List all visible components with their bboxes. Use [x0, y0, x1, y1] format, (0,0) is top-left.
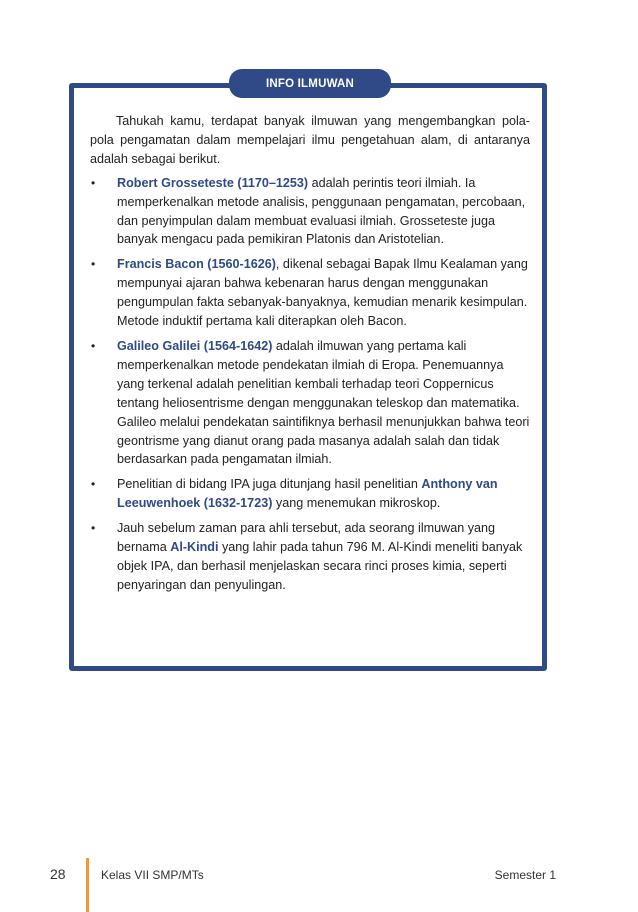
footer-semester-label: Semester 1	[494, 868, 556, 882]
list-item-al-kindi	[90, 519, 530, 595]
scientist-name: Anthony van Leeuwenhoek (1632-1723)	[117, 477, 498, 511]
item-description: yang menemukan mikroskop.	[272, 496, 441, 511]
footer-divider	[86, 858, 89, 912]
page-number: 28	[50, 866, 66, 882]
info-box-content	[90, 112, 530, 601]
list-item-leeuwenhoek	[90, 475, 530, 513]
scientist-name: Al-Kindi	[170, 540, 219, 555]
bullet-icon: •	[91, 477, 96, 492]
item-description: adalah ilmuwan yang pertama kali memperkenalkan metode pendekatan ilmiah di Eropa. Penemuannya yang terkenal adalah penelitian kembali terhadap teori Coppernicus tentang heliosentrisme dengan menggunakan teleskop dan matematika. Galileo melalui pendekatan saintifiknya berhasil menunjukkan bahwa teori geontrisme yang dianut orang pada masanya adalah salah dan tidak berdasarkan pada pengamatan ilmiah.	[117, 338, 530, 467]
info-box-title: INFO ILMUWAN	[229, 69, 391, 98]
scientist-name: Galileo Galilei (1564-1642)	[117, 338, 273, 353]
bullet-icon: •	[91, 175, 96, 190]
bullet-icon: •	[91, 338, 96, 353]
scientist-name: Francis Bacon (1560-1626)	[117, 257, 276, 272]
footer-class-label: Kelas VII SMP/MTs	[101, 868, 204, 882]
list-item-bacon	[90, 255, 530, 331]
bullet-icon: •	[91, 521, 96, 536]
list-item-galilei	[90, 337, 530, 469]
item-description: , dikenal sebagai Bapak Ilmu Kealaman yang mempunyai ajaran bahwa kebenaran harus dengan menggunakan pengumpulan fakta sebanyak-banyaknya, kemudian menarik kesimpulan. Metode induktif pertama kali diterapkan oleh Bacon.	[117, 257, 528, 329]
item-description: yang lahir pada tahun 796 M. Al-Kindi meneliti banyak objek IPA, dan berhasil menjelaskan secara rinci proses kimia, seperti penyaringan dan penyulingan.	[117, 540, 523, 592]
item-description: adalah perintis teori ilmiah. Ia memperkenalkan metode analisis, penggunaan pengamatan, percobaan, dan penyimpulan dalam membuat evaluasi ilmiah. Grosseteste juga banyak mengacu pada pemikiran Platonis dan Aristotelian.	[117, 175, 526, 247]
intro-paragraph: Tahukah kamu, terdapat banyak ilmuwan yang mengembangkan pola-pola pengamatan dalam mempelajari ilmu pengetahuan alam, di antaranya adalah sebagai berikut.	[90, 114, 530, 166]
item-prefix: Jauh sebelum zaman para ahli tersebut, ada seorang ilmuwan yang bernama	[117, 521, 496, 555]
item-prefix: Penelitian di bidang IPA juga ditunjang hasil penelitian	[117, 477, 422, 492]
scientist-name: Robert Grosseteste (1170–1253)	[117, 175, 309, 190]
list-item-grosseteste	[90, 174, 530, 250]
bullet-icon: •	[91, 257, 96, 272]
